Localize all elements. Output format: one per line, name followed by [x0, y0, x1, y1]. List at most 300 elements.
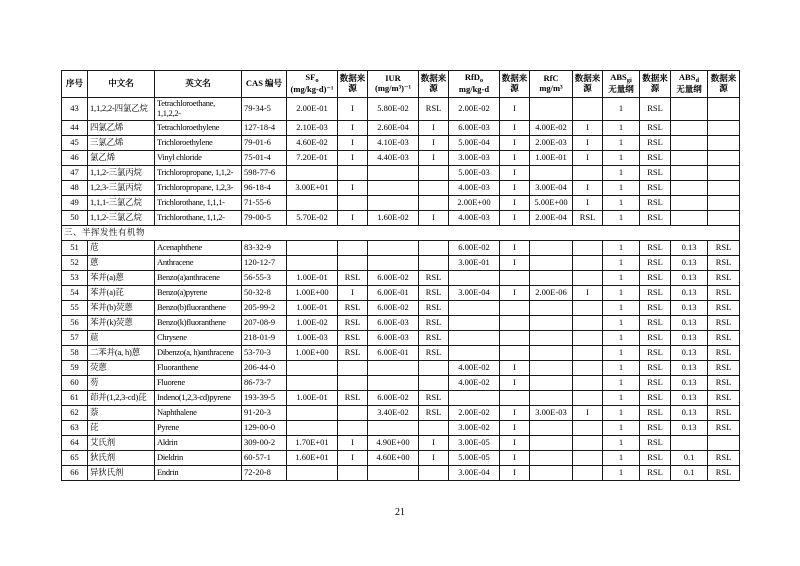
cell-en-name: Tetrachloroethylene [155, 120, 242, 135]
table-row [62, 375, 740, 390]
cell-absd-source: RSL [708, 285, 740, 300]
cell-absd-source [708, 98, 740, 121]
cell-sf: 5.70E-02 [287, 210, 338, 225]
cell-absgi: 1 [603, 255, 640, 270]
cell-cas: 83-32-9 [242, 240, 287, 255]
cell-iur: 5.80E-02 [368, 98, 419, 121]
cell-iur [368, 195, 419, 210]
cell-rfc [530, 255, 573, 270]
cell-en-name: Acenaphthene [155, 240, 242, 255]
cell-rfd-source [500, 330, 530, 345]
cell-absd: 0.13 [671, 300, 708, 315]
cell-cas: 206-44-0 [242, 360, 287, 375]
cell-cn-name: 1,1,2-三氯丙烷 [88, 165, 155, 180]
cell-cas: 53-70-3 [242, 345, 287, 360]
cell-sf: 7.20E-01 [287, 150, 338, 165]
cell-absd: 0.13 [671, 375, 708, 390]
cell-rfc [530, 300, 573, 315]
cell-sf: 1.60E+01 [287, 450, 338, 465]
cell-cn-name: 艾氏剂 [88, 435, 155, 450]
cell-cas: 75-01-4 [242, 150, 287, 165]
cell-cas: 50-32-8 [242, 285, 287, 300]
cell-cn-name: 1,2,3-三氯丙烷 [88, 180, 155, 195]
cell-sf [287, 165, 338, 180]
cell-rfc-source [573, 240, 603, 255]
cell-iur: 6.00E-03 [368, 315, 419, 330]
cell-cn-name: 茚并(1,2,3-cd)芘 [88, 390, 155, 405]
cell-sf-source: I [338, 435, 368, 450]
table-row [62, 150, 740, 165]
cell-rfc-source [573, 360, 603, 375]
cell-absd-source [708, 150, 740, 165]
cell-iur-source [419, 195, 449, 210]
cell-rfd-source [500, 300, 530, 315]
cell-en-name: Endrin [155, 465, 242, 480]
cell-rfd: 5.00E-03 [449, 165, 500, 180]
cell-rfd: 2.00E-02 [449, 98, 500, 121]
cell-rfd-source: I [500, 420, 530, 435]
cell-cn-name: 1,1,1-三氯乙烷 [88, 195, 155, 210]
cell-index: 44 [62, 120, 88, 135]
cell-iur-source: RSL [419, 345, 449, 360]
cell-rfd: 3.00E-04 [449, 465, 500, 480]
cell-absd-source: RSL [708, 465, 740, 480]
cell-sf: 1.00E+00 [287, 285, 338, 300]
cell-cn-name: 1,1,2-三氯乙烷 [88, 210, 155, 225]
cell-absgi: 1 [603, 135, 640, 150]
cell-rfc-source [573, 390, 603, 405]
table-row [62, 270, 740, 285]
cell-absd [671, 150, 708, 165]
cell-cn-name: 苯并(b)荧蒽 [88, 300, 155, 315]
cell-index: 47 [62, 165, 88, 180]
cell-sf-source: RSL [338, 315, 368, 330]
cell-sf-source: I [338, 210, 368, 225]
cell-cn-name: 三氯乙烯 [88, 135, 155, 150]
cell-iur-source [419, 420, 449, 435]
cell-rfd: 6.00E-02 [449, 240, 500, 255]
cell-absgi-source: RSL [640, 210, 671, 225]
cell-iur [368, 240, 419, 255]
table-row [62, 360, 740, 375]
cell-absgi-source: RSL [640, 375, 671, 390]
cell-iur-source: I [419, 120, 449, 135]
cell-sf-source [338, 465, 368, 480]
table-row [62, 240, 740, 255]
cell-iur-source: RSL [419, 270, 449, 285]
col-header-rfd: RfD$_o$ mg/kg-d [449, 71, 500, 98]
col-header-source-rfc: 数据来源 [573, 71, 603, 98]
table-row [62, 165, 740, 180]
cell-cas: 79-34-5 [242, 98, 287, 121]
cell-iur-source: I [419, 435, 449, 450]
cell-sf-source: I [338, 285, 368, 300]
cell-rfd: 3.00E-03 [449, 150, 500, 165]
cell-cas: 60-57-1 [242, 450, 287, 465]
cell-rfd-source: I [500, 195, 530, 210]
cell-rfc-source [573, 98, 603, 121]
cell-index: 51 [62, 240, 88, 255]
cell-absgi: 1 [603, 120, 640, 135]
cell-absgi: 1 [603, 270, 640, 285]
cell-rfc-source: RSL [573, 210, 603, 225]
cell-rfc-source: I [573, 405, 603, 420]
cell-rfc: 2.00E-03 [530, 135, 573, 150]
cell-iur: 6.00E-01 [368, 345, 419, 360]
cell-sf: 3.00E+01 [287, 180, 338, 195]
cell-rfd-source: I [500, 285, 530, 300]
cell-absgi: 1 [603, 300, 640, 315]
cell-absd-source: RSL [708, 420, 740, 435]
col-header-iur: IUR (mg/m³)⁻¹ [368, 71, 419, 98]
table-row [62, 180, 740, 195]
cell-rfc: 3.00E-04 [530, 180, 573, 195]
cell-cn-name: 异狄氏剂 [88, 465, 155, 480]
table-row [62, 450, 740, 465]
cell-rfc-source [573, 420, 603, 435]
cell-absd-source [708, 135, 740, 150]
cell-index: 45 [62, 135, 88, 150]
table-row [62, 405, 740, 420]
cell-rfc: 4.00E-02 [530, 120, 573, 135]
cell-sf: 1.00E-01 [287, 390, 338, 405]
table-row [62, 435, 740, 450]
cell-sf [287, 240, 338, 255]
cell-en-name: Aldrin [155, 435, 242, 450]
cell-iur-source [419, 255, 449, 270]
cell-sf-source [338, 360, 368, 375]
cell-rfc [530, 360, 573, 375]
cell-rfd: 4.00E-02 [449, 375, 500, 390]
cell-index: 66 [62, 465, 88, 480]
cell-index: 65 [62, 450, 88, 465]
cell-absd-source: RSL [708, 345, 740, 360]
cell-iur [368, 465, 419, 480]
cell-index: 57 [62, 330, 88, 345]
cell-index: 52 [62, 255, 88, 270]
cell-en-name: Benzo(a)pyrene [155, 285, 242, 300]
cell-absgi-source: RSL [640, 98, 671, 121]
cell-sf-source: RSL [338, 330, 368, 345]
cell-cas: 71-55-6 [242, 195, 287, 210]
cell-absgi: 1 [603, 375, 640, 390]
cell-cas: 79-00-5 [242, 210, 287, 225]
cell-absgi-source: RSL [640, 195, 671, 210]
cell-rfd-source: I [500, 360, 530, 375]
cell-iur-source: I [419, 150, 449, 165]
cell-absgi-source: RSL [640, 300, 671, 315]
cell-rfd [449, 315, 500, 330]
cell-index: 46 [62, 150, 88, 165]
cell-rfd-source: I [500, 375, 530, 390]
cell-rfc: 5.00E+00 [530, 195, 573, 210]
cell-absgi-source: RSL [640, 330, 671, 345]
cell-rfd: 2.00E-02 [449, 405, 500, 420]
table-row [62, 98, 740, 121]
cell-rfd [449, 345, 500, 360]
cell-sf [287, 255, 338, 270]
cell-absgi: 1 [603, 150, 640, 165]
cell-cas: 79-01-6 [242, 135, 287, 150]
cell-absd [671, 435, 708, 450]
cell-absgi-source: RSL [640, 180, 671, 195]
cell-rfc [530, 165, 573, 180]
cell-rfc [530, 390, 573, 405]
cell-index: 48 [62, 180, 88, 195]
cell-rfc-source: I [573, 150, 603, 165]
cell-iur-source: I [419, 135, 449, 150]
cell-sf: 1.00E-01 [287, 300, 338, 315]
cell-rfc: 3.00E-03 [530, 405, 573, 420]
cell-cas: 72-20-8 [242, 465, 287, 480]
table-body [62, 98, 740, 481]
cell-sf-source [338, 375, 368, 390]
cell-index: 64 [62, 435, 88, 450]
cell-absd: 0.13 [671, 240, 708, 255]
cell-iur-source: I [419, 450, 449, 465]
cell-sf [287, 465, 338, 480]
cell-absd [671, 135, 708, 150]
cell-iur-source: I [419, 210, 449, 225]
cell-index: 56 [62, 315, 88, 330]
cell-absgi-source: RSL [640, 285, 671, 300]
cell-absd-source: RSL [708, 330, 740, 345]
cell-absgi-source: RSL [640, 135, 671, 150]
cell-absd [671, 195, 708, 210]
cell-rfc: 2.00E-04 [530, 210, 573, 225]
cell-absd-source: RSL [708, 315, 740, 330]
cell-cn-name: 芴 [88, 375, 155, 390]
cell-cas: 91-20-3 [242, 405, 287, 420]
cell-rfc [530, 98, 573, 121]
cell-index: 53 [62, 270, 88, 285]
cell-absgi-source: RSL [640, 465, 671, 480]
cell-iur [368, 165, 419, 180]
cell-en-name: Pyrene [155, 420, 242, 435]
cell-cn-name: 1,1,2,2-四氯乙烷 [88, 98, 155, 121]
cell-absgi-source: RSL [640, 435, 671, 450]
cell-en-name: Fluorene [155, 375, 242, 390]
cell-index: 54 [62, 285, 88, 300]
cell-iur-source [419, 375, 449, 390]
cell-absgi-source: RSL [640, 450, 671, 465]
cell-absd-source [708, 180, 740, 195]
cell-iur: 6.00E-03 [368, 330, 419, 345]
cell-en-name: Benzo(k)fluoranthene [155, 315, 242, 330]
cell-rfd [449, 300, 500, 315]
cell-cas: 56-55-3 [242, 270, 287, 285]
cell-absd [671, 210, 708, 225]
cell-absd: 0.13 [671, 285, 708, 300]
cell-absgi: 1 [603, 345, 640, 360]
table-row [62, 420, 740, 435]
cell-absd: 0.1 [671, 465, 708, 480]
cell-rfd-source: I [500, 240, 530, 255]
cell-index: 43 [62, 98, 88, 121]
toxicity-parameters-table [61, 70, 740, 481]
col-header-source-absgi: 数据来源 [640, 71, 671, 98]
cell-absd: 0.13 [671, 390, 708, 405]
cell-sf: 1.00E+00 [287, 345, 338, 360]
cell-index: 62 [62, 405, 88, 420]
cell-absd-source [708, 210, 740, 225]
cell-en-name: Trichloropropane, 1,1,2- [155, 165, 242, 180]
cell-en-name: Benzo(b)fluoranthene [155, 300, 242, 315]
cell-rfc [530, 315, 573, 330]
cell-absd [671, 180, 708, 195]
cell-absd-source: RSL [708, 360, 740, 375]
cell-rfc-source [573, 300, 603, 315]
cell-en-name: Trichloroethylene [155, 135, 242, 150]
table-header [62, 71, 740, 98]
cell-sf-source [338, 240, 368, 255]
cell-en-name: Tetrachloroethane, 1,1,2,2- [155, 98, 242, 121]
cell-rfd-source: I [500, 135, 530, 150]
cell-cn-name: 苊 [88, 240, 155, 255]
cell-sf-source: I [338, 135, 368, 150]
cell-iur: 6.00E-01 [368, 285, 419, 300]
cell-absd [671, 165, 708, 180]
cell-rfd: 3.00E-04 [449, 285, 500, 300]
cell-index: 58 [62, 345, 88, 360]
cell-cn-name: 萘 [88, 405, 155, 420]
cell-iur-source: RSL [419, 330, 449, 345]
cell-absgi-source: RSL [640, 390, 671, 405]
cell-rfc [530, 450, 573, 465]
cell-en-name: Dibenzo(a, h)anthracene [155, 345, 242, 360]
cell-sf-source: I [338, 180, 368, 195]
cell-absgi: 1 [603, 465, 640, 480]
cell-absgi-source: RSL [640, 345, 671, 360]
cell-rfc [530, 345, 573, 360]
table-row [62, 135, 740, 150]
cell-absgi: 1 [603, 330, 640, 345]
cell-absd: 0.13 [671, 270, 708, 285]
cell-rfd: 3.00E-02 [449, 420, 500, 435]
cell-en-name: Fluoranthene [155, 360, 242, 375]
cell-absgi: 1 [603, 435, 640, 450]
cell-sf-source: I [338, 120, 368, 135]
cell-rfc-source: I [573, 285, 603, 300]
col-header-source-absd: 数据来源 [708, 71, 740, 98]
col-header-absd: $ABS_d$ 无量纲 [671, 71, 708, 98]
cell-iur [368, 420, 419, 435]
cell-sf-source [338, 420, 368, 435]
section-label: 三、半挥发性有机物 [62, 225, 740, 240]
cell-rfd [449, 390, 500, 405]
cell-sf: 1.00E-02 [287, 315, 338, 330]
cell-rfd [449, 330, 500, 345]
cell-rfc-source [573, 375, 603, 390]
cell-iur: 6.00E-02 [368, 270, 419, 285]
cell-iur: 6.00E-02 [368, 300, 419, 315]
cell-absd [671, 98, 708, 121]
cell-sf [287, 375, 338, 390]
cell-absd: 0.13 [671, 330, 708, 345]
cell-rfc-source [573, 435, 603, 450]
cell-index: 60 [62, 375, 88, 390]
cell-rfd: 4.00E-03 [449, 210, 500, 225]
cell-rfc-source [573, 315, 603, 330]
cell-en-name: Naphthalene [155, 405, 242, 420]
cell-rfc [530, 270, 573, 285]
cell-sf [287, 195, 338, 210]
cell-iur: 4.60E+00 [368, 450, 419, 465]
col-header-rfc: RfC mg/m³ [530, 71, 573, 98]
cell-rfc [530, 375, 573, 390]
cell-absgi: 1 [603, 405, 640, 420]
cell-cn-name: 䓛 [88, 330, 155, 345]
cell-absd-source: RSL [708, 405, 740, 420]
cell-rfd-source: I [500, 120, 530, 135]
cell-absd-source [708, 195, 740, 210]
cell-absgi-source: RSL [640, 150, 671, 165]
cell-absd [671, 120, 708, 135]
cell-absgi: 1 [603, 195, 640, 210]
cell-iur: 4.40E-03 [368, 150, 419, 165]
cell-rfc: 1.00E-01 [530, 150, 573, 165]
cell-rfd [449, 270, 500, 285]
cell-iur: 1.60E-02 [368, 210, 419, 225]
cell-iur: 2.60E-04 [368, 120, 419, 135]
cell-absgi: 1 [603, 315, 640, 330]
table-row [62, 255, 740, 270]
cell-sf-source: I [338, 98, 368, 121]
cell-sf-source: RSL [338, 270, 368, 285]
cell-absgi: 1 [603, 210, 640, 225]
cell-absgi-source: RSL [640, 240, 671, 255]
cell-iur-source: RSL [419, 285, 449, 300]
cell-rfd-source: I [500, 435, 530, 450]
cell-cas: 218-01-9 [242, 330, 287, 345]
cell-rfc-source [573, 330, 603, 345]
cell-iur: 6.00E-02 [368, 390, 419, 405]
cell-en-name: Chrysene [155, 330, 242, 345]
cell-cn-name: 苯并(a)芘 [88, 285, 155, 300]
cell-rfd: 3.00E-05 [449, 435, 500, 450]
cell-sf: 1.70E+01 [287, 435, 338, 450]
cell-sf-source: I [338, 450, 368, 465]
cell-sf: 2.00E-01 [287, 98, 338, 121]
cell-rfd-source: I [500, 150, 530, 165]
cell-rfd: 5.00E-05 [449, 450, 500, 465]
cell-iur-source [419, 240, 449, 255]
cell-absgi: 1 [603, 165, 640, 180]
cell-iur: 4.90E+00 [368, 435, 419, 450]
cell-iur-source: RSL [419, 300, 449, 315]
cell-rfd-source: I [500, 180, 530, 195]
cell-sf-source [338, 195, 368, 210]
cell-en-name: Trichlorothane, 1,1,2- [155, 210, 242, 225]
table-row [62, 120, 740, 135]
cell-absd-source: RSL [708, 255, 740, 270]
cell-cn-name: 氯乙烯 [88, 150, 155, 165]
cell-absgi: 1 [603, 450, 640, 465]
cell-sf-source: I [338, 150, 368, 165]
cell-rfd: 4.00E-03 [449, 180, 500, 195]
cell-absgi-source: RSL [640, 420, 671, 435]
cell-iur-source: RSL [419, 405, 449, 420]
cell-cas: 86-73-7 [242, 375, 287, 390]
cell-absd-source: RSL [708, 300, 740, 315]
cell-absd-source [708, 165, 740, 180]
cell-rfd-source [500, 390, 530, 405]
cell-rfd-source: I [500, 98, 530, 121]
cell-absgi-source: RSL [640, 255, 671, 270]
cell-sf-source: RSL [338, 300, 368, 315]
cell-index: 55 [62, 300, 88, 315]
cell-iur: 3.40E-02 [368, 405, 419, 420]
